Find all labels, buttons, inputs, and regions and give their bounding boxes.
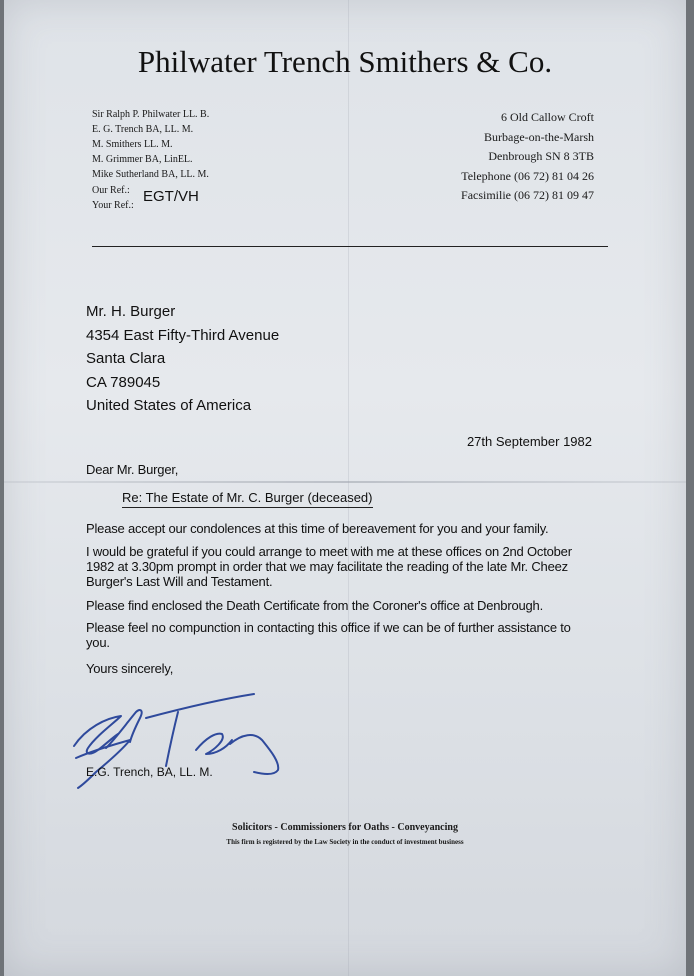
your-ref-label: Your Ref.: bbox=[92, 200, 134, 211]
recipient-line: 4354 East Fifty-Third Avenue bbox=[86, 326, 280, 344]
letter-paper bbox=[4, 0, 686, 976]
letter-date: 27th September 1982 bbox=[466, 434, 592, 449]
paragraph-line: Please accept our condolences at this time of bereavement for you and your family. bbox=[86, 521, 549, 536]
partner-list bbox=[92, 107, 209, 182]
partner-name: Mike Sutherland BA, LL. M. bbox=[92, 169, 209, 180]
partner-name: M. Grimmer BA, LinEL. bbox=[92, 154, 193, 165]
paragraph-line: I would be grateful if you could arrange to meet with me at these offices on 2nd October bbox=[86, 544, 572, 559]
paragraph-line: Please feel no compunction in contacting this office if we can be of further assistance to bbox=[86, 620, 571, 635]
address-line: Burbage-on-the-Marsh bbox=[484, 129, 594, 144]
paragraph-line: Please find enclosed the Death Certificate from the Coroner's office at Denbrough. bbox=[86, 598, 543, 613]
paper-fold-horizontal bbox=[4, 481, 686, 483]
partner-name: E. G. Trench BA, LL. M. bbox=[92, 124, 194, 135]
partner-name: M. Smithers LL. M. bbox=[92, 139, 173, 150]
paragraph-line: Burger's Last Will and Testament. bbox=[86, 574, 273, 589]
footer-services: Solicitors - Commissioners for Oaths - Conveyancing bbox=[232, 822, 458, 833]
recipient-line: Mr. H. Burger bbox=[86, 303, 176, 320]
address-line: 6 Old Callow Croft bbox=[501, 110, 594, 124]
footer-registration: This firm is registered by the Law Society in the conduct of investment business bbox=[226, 838, 464, 846]
subject-line: Re: The Estate of Mr. C. Burger (deceased) bbox=[122, 490, 373, 508]
partner-name: Sir Ralph P. Philwater LL. B. bbox=[92, 109, 210, 120]
paragraph-line: you. bbox=[86, 635, 110, 650]
closing: Yours sincerely, bbox=[86, 661, 174, 676]
recipient-line: Santa Clara bbox=[86, 350, 166, 367]
facsimile-line: Facsimilie (06 72) 81 09 47 bbox=[461, 188, 594, 202]
address-line: Denbrough SN 8 3TB bbox=[488, 149, 594, 163]
firm-name: Philwater Trench Smithers & Co. bbox=[137, 44, 553, 79]
recipient-line: United States of America bbox=[86, 397, 252, 414]
our-ref-label: Our Ref.: bbox=[92, 185, 130, 196]
reference-labels bbox=[92, 183, 134, 213]
recipient-line: CA 789045 bbox=[86, 373, 161, 391]
telephone-line: Telephone (06 72) 81 04 26 bbox=[461, 168, 594, 183]
recipient-address bbox=[86, 300, 279, 418]
handwritten-signature bbox=[66, 688, 296, 798]
signatory-name: E.G. Trench, BA, LL. M. bbox=[86, 765, 213, 779]
firm-address bbox=[461, 108, 594, 206]
paragraph-line: 1982 at 3.30pm prompt in order that we may facilitate the reading of the late Mr. Cheez bbox=[86, 559, 568, 574]
reference-value: EGT/VH bbox=[143, 188, 199, 205]
header-divider bbox=[92, 246, 608, 247]
salutation: Dear Mr. Burger, bbox=[86, 462, 179, 477]
